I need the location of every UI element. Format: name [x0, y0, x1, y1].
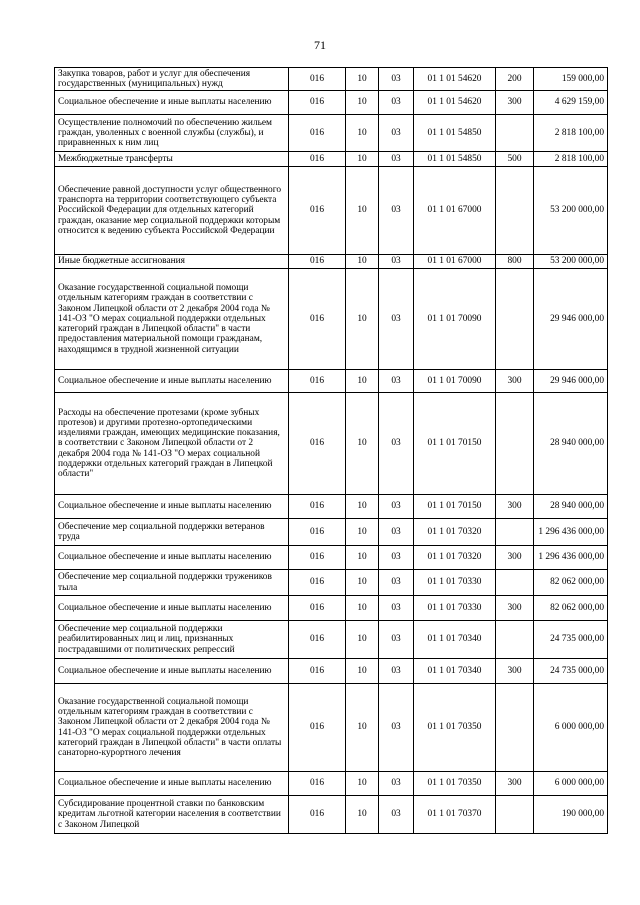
target-article-code: 01 1 01 70320 — [414, 546, 496, 570]
ministry-code: 016 — [289, 796, 346, 834]
amount: 2 818 100,00 — [534, 115, 608, 152]
subsection-code: 03 — [379, 91, 414, 115]
target-article-code: 01 1 01 70340 — [414, 659, 496, 684]
expense-type-code — [496, 570, 534, 596]
table-row — [55, 91, 608, 115]
subsection-code: 03 — [379, 393, 414, 495]
target-article-code: 01 1 01 54620 — [414, 68, 496, 91]
target-article-code: 01 1 01 67000 — [414, 167, 496, 255]
subsection-code: 03 — [379, 519, 414, 546]
target-article-code: 01 1 01 70150 — [414, 495, 496, 519]
table-row — [55, 772, 608, 796]
table-row — [55, 519, 608, 546]
expense-type-code — [496, 393, 534, 495]
ministry-code: 016 — [289, 659, 346, 684]
amount: 82 062 000,00 — [534, 570, 608, 596]
table-row — [55, 684, 608, 772]
row-name: Социальное обеспечение и иные выплаты населению — [55, 91, 289, 115]
table-row — [55, 269, 608, 370]
section-code: 10 — [346, 659, 379, 684]
table-row — [55, 115, 608, 152]
target-article-code: 01 1 01 70090 — [414, 269, 496, 370]
expense-type-code: 300 — [496, 91, 534, 115]
amount: 1 296 436 000,00 — [534, 546, 608, 570]
section-code: 10 — [346, 495, 379, 519]
subsection-code: 03 — [379, 370, 414, 393]
subsection-code: 03 — [379, 659, 414, 684]
page-number: 71 — [314, 38, 326, 52]
target-article-code: 01 1 01 67000 — [414, 255, 496, 269]
expense-type-code — [496, 115, 534, 152]
ministry-code: 016 — [289, 772, 346, 796]
target-article-code: 01 1 01 70340 — [414, 621, 496, 659]
subsection-code: 03 — [379, 167, 414, 255]
ministry-code: 016 — [289, 621, 346, 659]
row-name: Оказание государственной социальной помощи отдельным категориям граждан в соответствии с Законом Липецкой области от 2 декабря 2004 года № 141-ОЗ "О мерах социальной поддержки отдельных категорий граждан в Липецкой области" в части оплаты санаторно-курортного лечения — [55, 684, 289, 772]
amount: 82 062 000,00 — [534, 596, 608, 621]
ministry-code: 016 — [289, 167, 346, 255]
row-name: Социальное обеспечение и иные выплаты населению — [55, 596, 289, 621]
subsection-code: 03 — [379, 772, 414, 796]
amount: 28 940 000,00 — [534, 393, 608, 495]
target-article-code: 01 1 01 70320 — [414, 519, 496, 546]
subsection-code: 03 — [379, 570, 414, 596]
table-row — [55, 621, 608, 659]
target-article-code: 01 1 01 70150 — [414, 393, 496, 495]
table-row — [55, 659, 608, 684]
section-code: 10 — [346, 621, 379, 659]
table-row — [55, 370, 608, 393]
ministry-code: 016 — [289, 255, 346, 269]
row-name: Осуществление полномочий по обеспечению жильем граждан, уволенных с военной службы (службы), и приравненных к ним лиц — [55, 115, 289, 152]
row-name: Закупка товаров, работ и услуг для обеспечения государственных (муниципальных) нужд — [55, 68, 289, 91]
ministry-code: 016 — [289, 570, 346, 596]
ministry-code: 016 — [289, 684, 346, 772]
amount: 53 200 000,00 — [534, 167, 608, 255]
expense-type-code: 200 — [496, 68, 534, 91]
ministry-code: 016 — [289, 152, 346, 167]
subsection-code: 03 — [379, 621, 414, 659]
amount: 2 818 100,00 — [534, 152, 608, 167]
ministry-code: 016 — [289, 596, 346, 621]
target-article-code: 01 1 01 54620 — [414, 91, 496, 115]
expense-type-code: 800 — [496, 255, 534, 269]
table-row — [55, 255, 608, 269]
amount: 190 000,00 — [534, 796, 608, 834]
expense-type-code — [496, 167, 534, 255]
section-code: 10 — [346, 115, 379, 152]
section-code: 10 — [346, 546, 379, 570]
amount: 29 946 000,00 — [534, 269, 608, 370]
target-article-code: 01 1 01 70350 — [414, 684, 496, 772]
row-name: Социальное обеспечение и иные выплаты населению — [55, 370, 289, 393]
amount: 28 940 000,00 — [534, 495, 608, 519]
table-row — [55, 796, 608, 834]
table-row — [55, 570, 608, 596]
table-row — [55, 68, 608, 91]
section-code: 10 — [346, 570, 379, 596]
subsection-code: 03 — [379, 115, 414, 152]
section-code: 10 — [346, 167, 379, 255]
subsection-code: 03 — [379, 255, 414, 269]
subsection-code: 03 — [379, 68, 414, 91]
table-row — [55, 152, 608, 167]
amount: 29 946 000,00 — [534, 370, 608, 393]
section-code: 10 — [346, 772, 379, 796]
expense-type-code: 300 — [496, 659, 534, 684]
section-code: 10 — [346, 393, 379, 495]
amount: 1 296 436 000,00 — [534, 519, 608, 546]
target-article-code: 01 1 01 70330 — [414, 596, 496, 621]
expense-type-code — [496, 519, 534, 546]
table-row — [55, 495, 608, 519]
section-code: 10 — [346, 796, 379, 834]
target-article-code: 01 1 01 70350 — [414, 772, 496, 796]
section-code: 10 — [346, 68, 379, 91]
amount: 159 000,00 — [534, 68, 608, 91]
expense-type-code: 300 — [496, 596, 534, 621]
ministry-code: 016 — [289, 370, 346, 393]
table-row — [55, 167, 608, 255]
row-name: Иные бюджетные ассигнования — [55, 255, 289, 269]
amount: 53 200 000,00 — [534, 255, 608, 269]
subsection-code: 03 — [379, 269, 414, 370]
amount: 24 735 000,00 — [534, 659, 608, 684]
section-code: 10 — [346, 596, 379, 621]
subsection-code: 03 — [379, 596, 414, 621]
ministry-code: 016 — [289, 519, 346, 546]
row-name: Обеспечение мер социальной поддержки тружеников тыла — [55, 570, 289, 596]
subsection-code: 03 — [379, 796, 414, 834]
section-code: 10 — [346, 370, 379, 393]
row-name: Социальное обеспечение и иные выплаты населению — [55, 546, 289, 570]
section-code: 10 — [346, 519, 379, 546]
section-code: 10 — [346, 91, 379, 115]
ministry-code: 016 — [289, 546, 346, 570]
expense-type-code — [496, 684, 534, 772]
ministry-code: 016 — [289, 495, 346, 519]
ministry-code: 016 — [289, 91, 346, 115]
row-name: Оказание государственной социальной помощи отдельным категориям граждан в соответствии с Законом Липецкой области от 2 декабря 2004 года № 141-ОЗ "О мерах социальной поддержки отдельных категорий граждан в Липецкой области" в части предоставления материальной помощи гражданам, находящимся в трудной жизненной ситуации — [55, 269, 289, 370]
target-article-code: 01 1 01 70330 — [414, 570, 496, 596]
expense-type-code — [496, 621, 534, 659]
expense-type-code: 500 — [496, 152, 534, 167]
amount: 6 000 000,00 — [534, 684, 608, 772]
ministry-code: 016 — [289, 393, 346, 495]
table-row — [55, 596, 608, 621]
ministry-code: 016 — [289, 68, 346, 91]
subsection-code: 03 — [379, 152, 414, 167]
ministry-code: 016 — [289, 115, 346, 152]
row-name: Субсидирование процентной ставки по банковским кредитам льготной категории населения в соответствии с Законом Липецкой — [55, 796, 289, 834]
row-name: Обеспечение мер социальной поддержки ветеранов труда — [55, 519, 289, 546]
target-article-code: 01 1 01 54850 — [414, 115, 496, 152]
expense-type-code — [496, 796, 534, 834]
expense-type-code: 300 — [496, 495, 534, 519]
section-code: 10 — [346, 269, 379, 370]
target-article-code: 01 1 01 70090 — [414, 370, 496, 393]
target-article-code: 01 1 01 54850 — [414, 152, 496, 167]
expense-type-code: 300 — [496, 546, 534, 570]
amount: 4 629 159,00 — [534, 91, 608, 115]
expense-type-code: 300 — [496, 370, 534, 393]
budget-table — [54, 67, 608, 834]
subsection-code: 03 — [379, 684, 414, 772]
table-row — [55, 393, 608, 495]
row-name: Обеспечение мер социальной поддержки реабилитированных лиц и лиц, признанных пострадавшими от политических репрессий — [55, 621, 289, 659]
section-code: 10 — [346, 684, 379, 772]
section-code: 10 — [346, 152, 379, 167]
subsection-code: 03 — [379, 546, 414, 570]
row-name: Обеспечение равной доступности услуг общественного транспорта на территории соответствующего субъекта Российской Федерации для отдельных категорий граждан, оказание мер социальной поддержки которым относится к ведению субъекта Российской Федерации — [55, 167, 289, 255]
target-article-code: 01 1 01 70370 — [414, 796, 496, 834]
expense-type-code: 300 — [496, 772, 534, 796]
section-code: 10 — [346, 255, 379, 269]
row-name: Межбюджетные трансферты — [55, 152, 289, 167]
expense-type-code — [496, 269, 534, 370]
subsection-code: 03 — [379, 495, 414, 519]
row-name: Социальное обеспечение и иные выплаты населению — [55, 772, 289, 796]
amount: 24 735 000,00 — [534, 621, 608, 659]
row-name: Расходы на обеспечение протезами (кроме зубных протезов) и другими протезно-ортопедическими изделиями граждан, имеющих медицинские показания, в соответствии с Законом Липецкой области от 2 декабря 2004 года № 141-ОЗ "О мерах социальной поддержки отдельных категорий граждан в Липецкой области" — [55, 393, 289, 495]
table-row — [55, 546, 608, 570]
ministry-code: 016 — [289, 269, 346, 370]
amount: 6 000 000,00 — [534, 772, 608, 796]
row-name: Социальное обеспечение и иные выплаты населению — [55, 659, 289, 684]
row-name: Социальное обеспечение и иные выплаты населению — [55, 495, 289, 519]
